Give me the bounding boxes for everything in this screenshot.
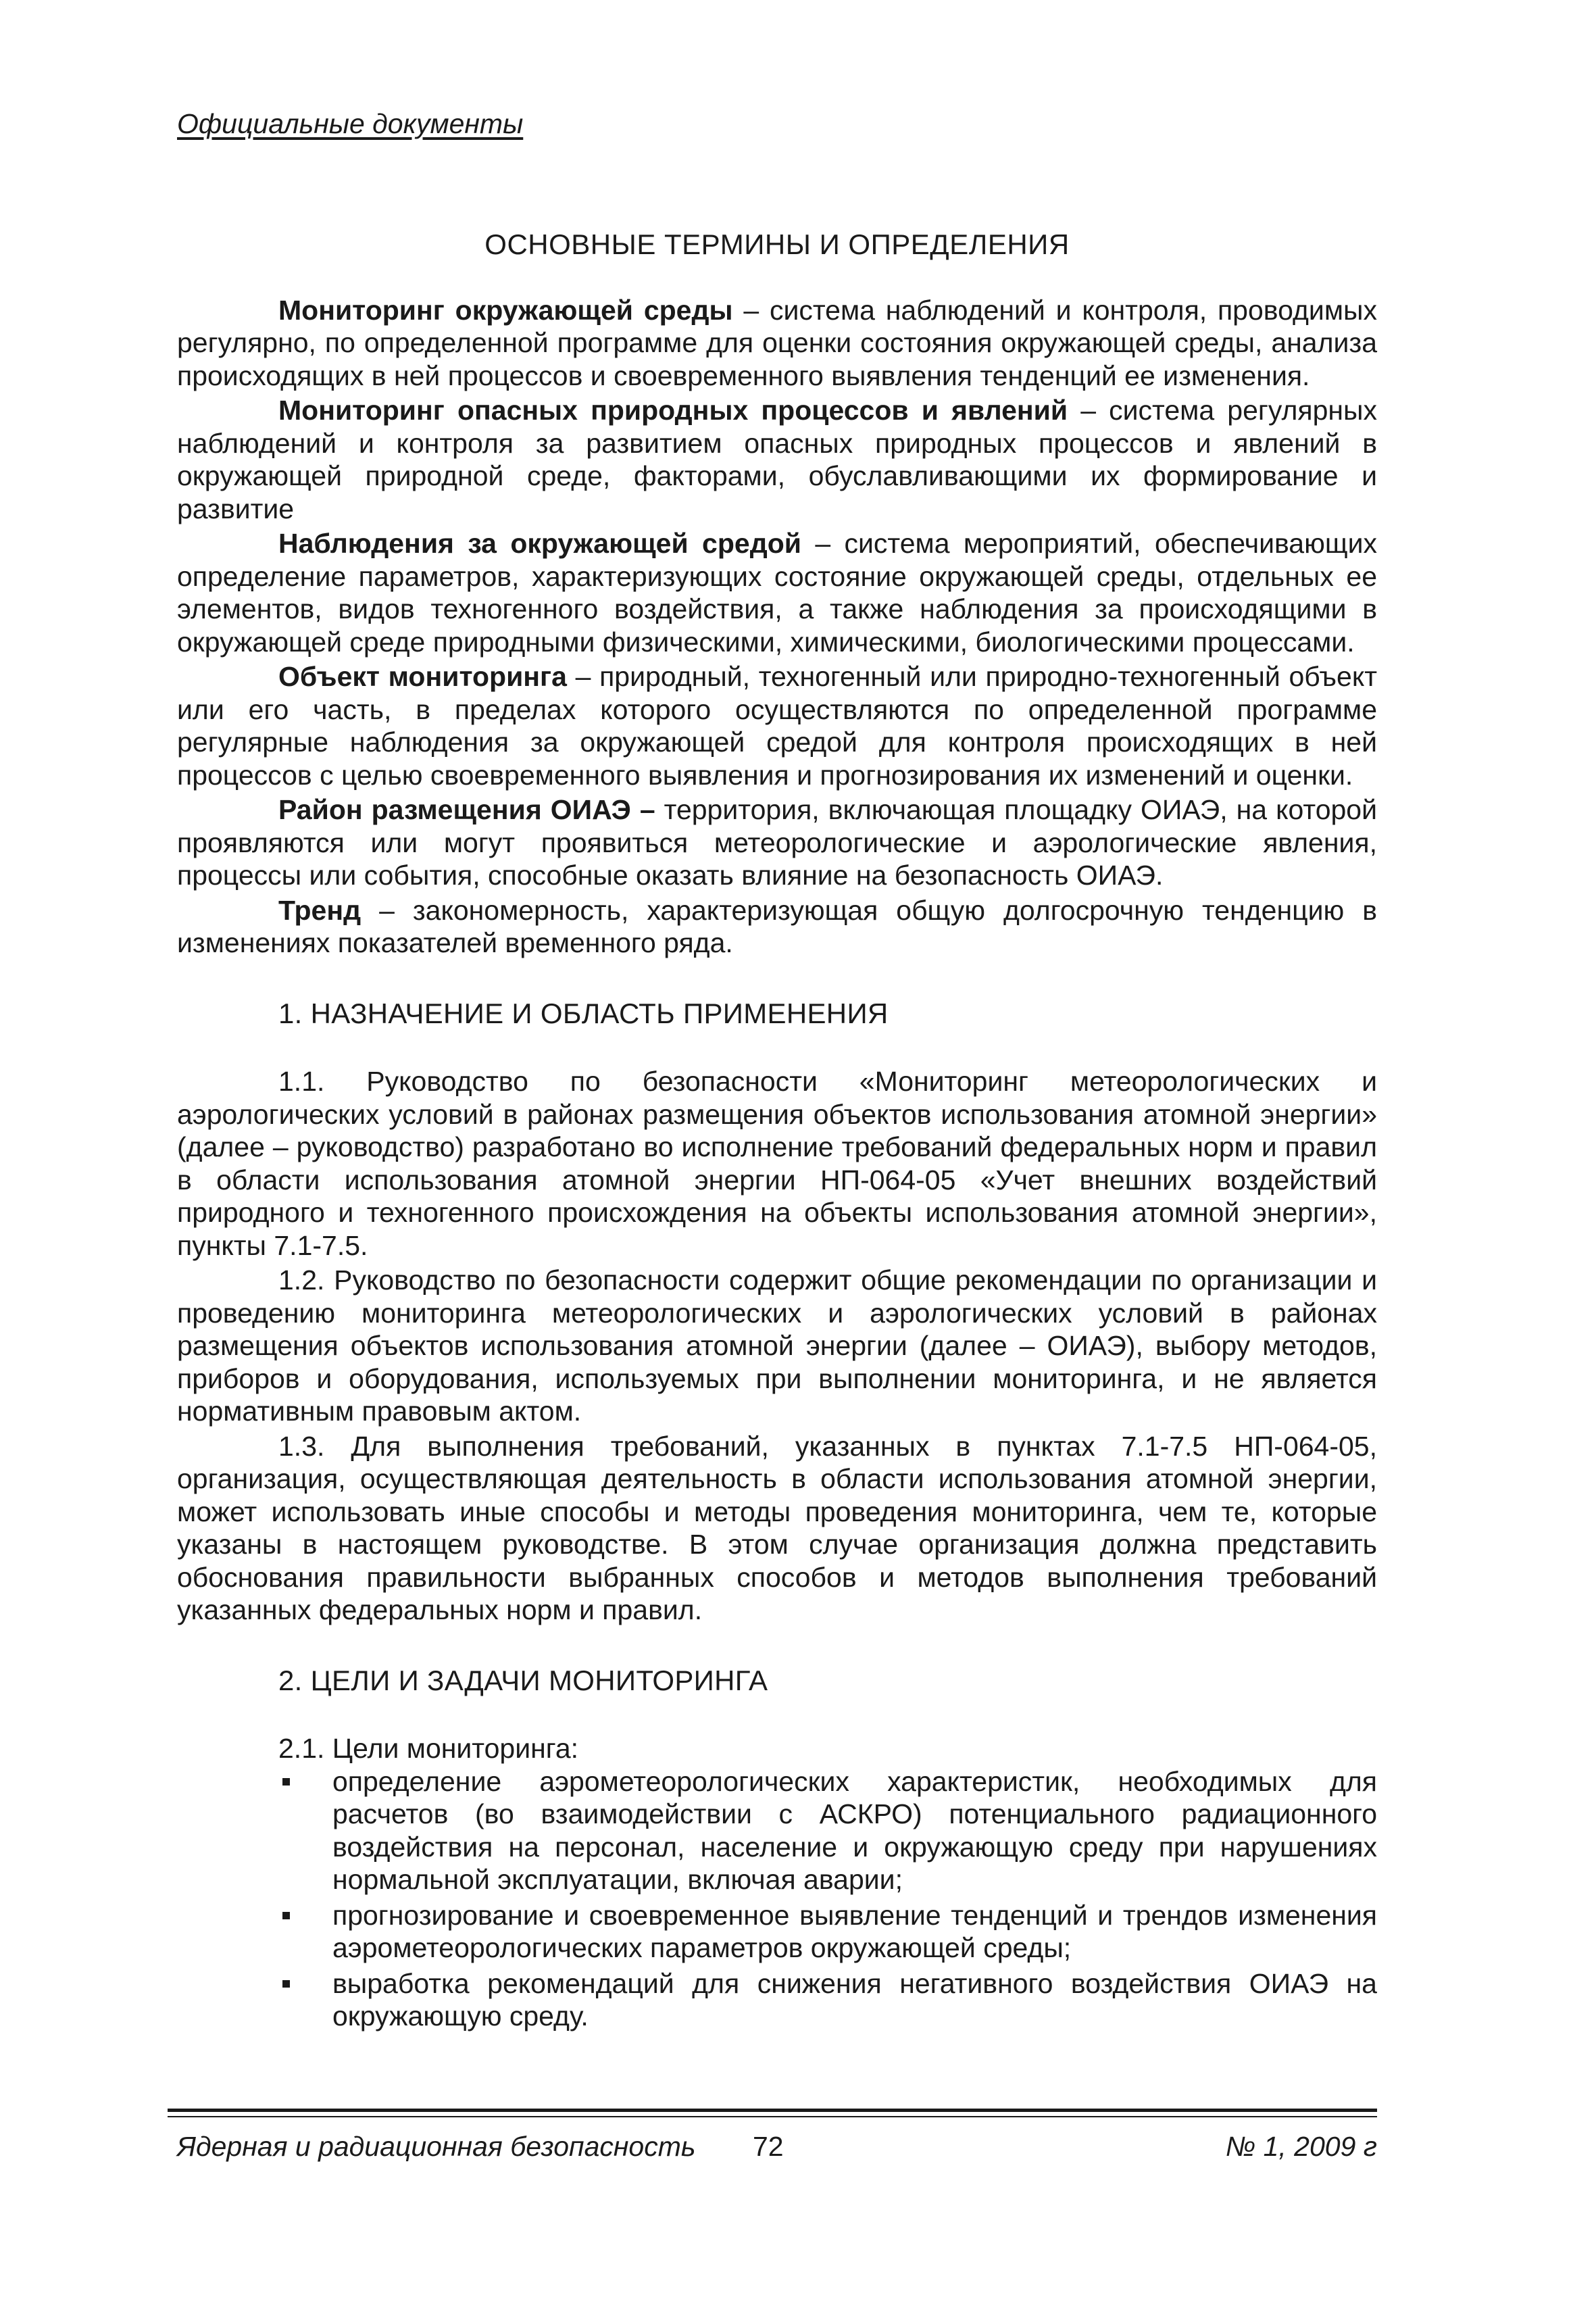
paragraph-text: Руководство по безопасности «Мониторинг метеорологических и аэрологических условий в районах размещения объектов использования атомной энергии» (далее – руководство) разработано во исполнение требований федеральных норм и правил в области использования атомной энергии НП-064-05 «Учет внешних воздействий природного и техногенного происхождения на объекты использования атомной энергии», пункты 7.1-7.5. (177, 1066, 1377, 1261)
bullet-icon (282, 1912, 290, 1919)
list-item-text: определение аэрометеорологических характеристик, необходимых для расчетов (во взаимодействии с АСКРО) потенциального радиационного воздействия на персонал, население и окружающую среду при нарушениях нормальной эксплуатации, включая аварии; (332, 1765, 1377, 1895)
goals-intro-text: Цели мониторинга: (324, 1733, 579, 1764)
definition-text: – природный, техногенный или природно-техногенный объект или его часть, в пределах которого осуществляются по определенной программе регулярные наблюдения за окружающей средой для контроля происходящих в ней процессов с целью своевременного выявления и прогнозирования их изменений и оценки. (177, 661, 1378, 791)
definition-term: Тренд (278, 894, 361, 926)
definition-term: Мониторинг окружающей среды (278, 294, 733, 326)
paragraph-number: 1.2. (278, 1264, 325, 1296)
list-item (332, 1967, 1377, 2033)
paragraph-number: 1.3. (278, 1430, 325, 1462)
definition-paragraph (177, 294, 1377, 393)
definition-term: Наблюдения за окружающей средой (278, 528, 801, 559)
paragraph-text: Для выполнения требований, указанных в пунктах 7.1-7.5 НП-064-05, организация, осуществляющая деятельность в области использования атомной энергии, может использовать иные способы и методы проведения мониторинга, чем те, которые указаны в настоящем руководстве. В этом случае организация должна представить обоснования правильности выбранных способов и методов выполнения требований указанных федеральных норм и правил. (177, 1430, 1377, 1625)
definition-text: – система наблюдений и контроля, проводимых регулярно, по определенной программе для оценки состояния окружающей среды, анализа происходящих в ней процессов и своевременного выявления тенденций ее изменения. (177, 294, 1377, 391)
page-title: ОСНОВНЫЕ ТЕРМИНЫ И ОПРЕДЕЛЕНИЯ (484, 228, 1070, 260)
paragraph-number: 1.1. (278, 1066, 325, 1097)
footer-divider (168, 2109, 1377, 2117)
definition-text: – система мероприятий, обеспечивающих определение параметров, характеризующих состояние окружающей среды, отдельных ее элементов, видов техногенного воздействия, а также наблюдения за происходящими в окружающей среде природными физическими, химическими, биологическими процессами. (177, 528, 1377, 658)
definition-paragraph (177, 894, 1377, 960)
numbered-paragraph (177, 1065, 1377, 1262)
numbered-paragraph (177, 1264, 1377, 1428)
definition-text: – закономерность, характеризующая общую долгосрочную тенденцию в изменениях показателей временного ряда. (177, 894, 1377, 958)
definition-term: Объект мониторинга (278, 661, 567, 692)
definition-text: – система регулярных наблюдений и контроля за развитием опасных природных процессов и явлений в окружающей природной среде, факторами, обуславливающими их формирование и развитие (177, 395, 1377, 524)
list-item (332, 1899, 1377, 1965)
goals-list (177, 1765, 1377, 2033)
section-heading: 1. НАЗНАЧЕНИЕ И ОБЛАСТЬ ПРИМЕНЕНИЯ (278, 997, 889, 1029)
page-content (177, 228, 1377, 2036)
bullet-icon (282, 1778, 290, 1786)
list-item-text: выработка рекомендаций для снижения негативного воздействия ОИАЭ на окружающую среду. (332, 1967, 1377, 2032)
issue-number: № 1, 2009 г (1225, 2131, 1377, 2162)
section-heading: 2. ЦЕЛИ И ЗАДАЧИ МОНИТОРИНГА (278, 1664, 768, 1696)
definition-term: Мониторинг опасных природных процессов и явлений (278, 395, 1068, 426)
list-item-text: прогнозирование и своевременное выявление тенденций и трендов изменения аэрометеорологических параметров окружающей среды; (332, 1899, 1377, 1963)
definition-text: территория, включающая площадку ОИАЭ, на которой проявляются или могут проявиться метеорологические и аэрологические явления, процессы или события, способные оказать влияние на безопасность ОИАЭ. (177, 794, 1377, 891)
definition-paragraph (177, 660, 1377, 791)
definition-paragraph (177, 527, 1377, 658)
numbered-paragraph (177, 1430, 1377, 1627)
paragraph-number: 2.1. (278, 1733, 325, 1764)
definition-paragraph (177, 394, 1377, 525)
journal-name: Ядерная и радиационная безопасность (177, 2131, 696, 2162)
section-label: Официальные документы (177, 108, 524, 139)
bullet-icon (282, 1980, 290, 1988)
list-item (332, 1765, 1377, 1896)
definition-term: Район размещения ОИАЭ – (278, 794, 655, 825)
page-number: 72 (753, 2131, 784, 2162)
definition-paragraph (177, 793, 1377, 892)
paragraph-text: Руководство по безопасности содержит общие рекомендации по организации и проведению мониторинга метеорологических и аэрологических условий в районах размещения объектов использования атомной энергии (далее – ОИАЭ), выбору методов, приборов и оборудования, используемых при выполнении мониторинга, и не является нормативным правовым актом. (177, 1264, 1377, 1427)
goals-intro (177, 1732, 1377, 1765)
